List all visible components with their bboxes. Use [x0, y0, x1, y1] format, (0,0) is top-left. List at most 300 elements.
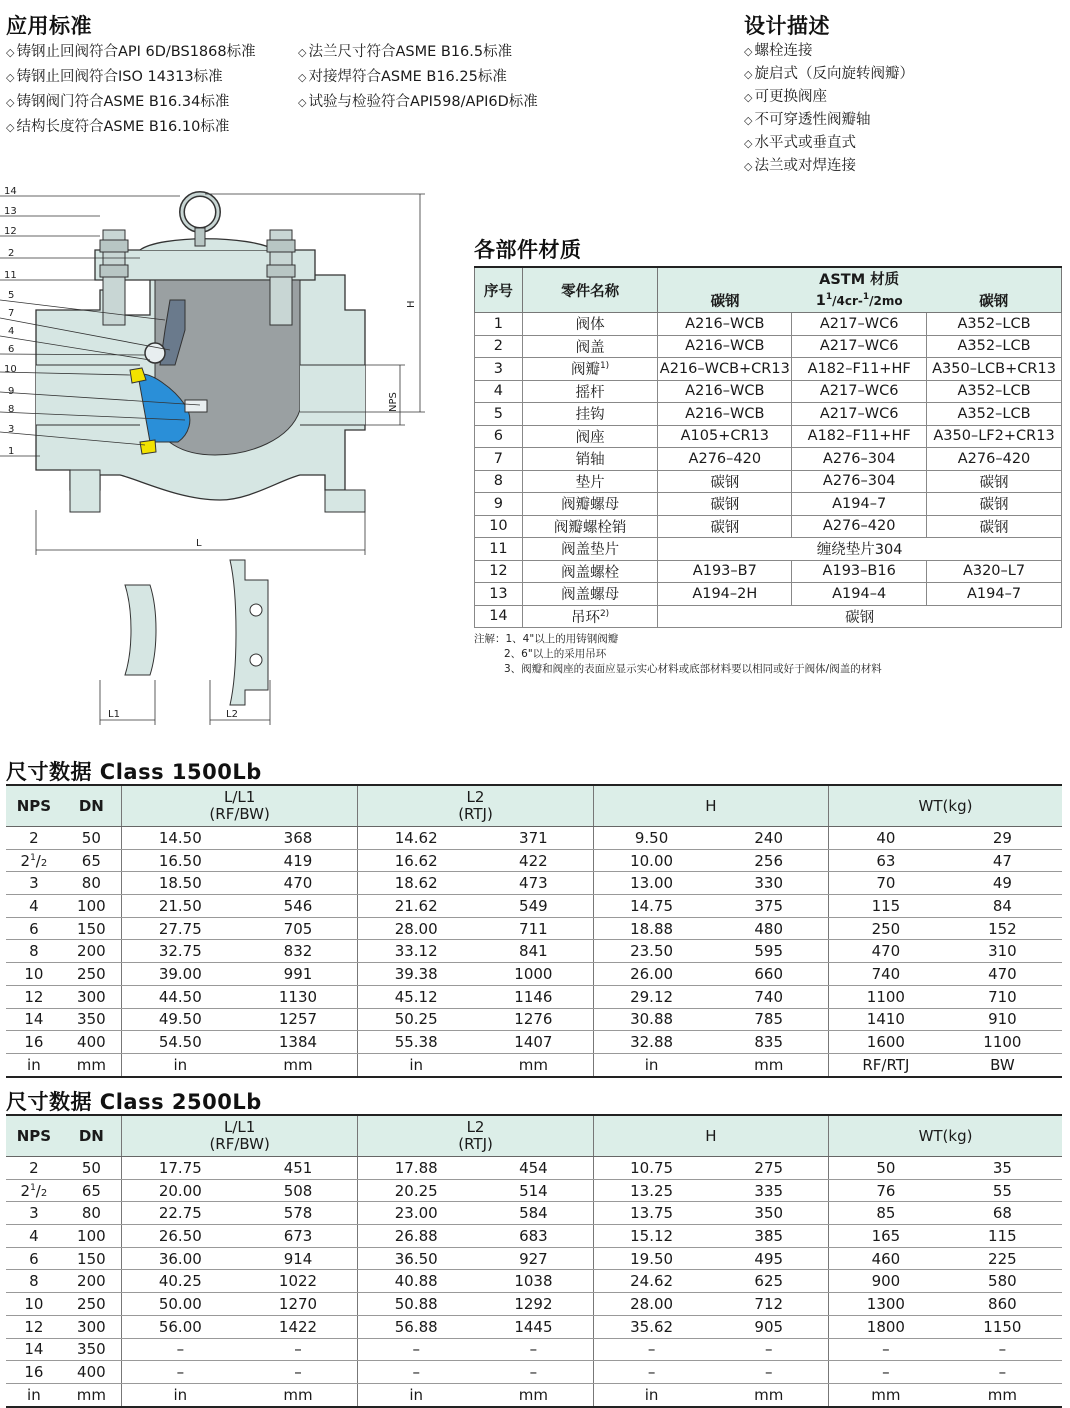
table-cell: 740	[829, 963, 943, 986]
table-row	[6, 1008, 1062, 1031]
table-cell: –	[709, 1361, 828, 1384]
part-label: 12	[4, 226, 17, 237]
table-cell: 300	[62, 1315, 122, 1338]
table-cell: 454	[474, 1157, 593, 1180]
table-cell: in	[358, 1053, 474, 1076]
table-cell: A193–B7	[658, 560, 792, 583]
table-cell: 12	[475, 560, 523, 583]
table-cell: 8	[475, 470, 523, 493]
table-cell: 1146	[474, 985, 593, 1008]
table-cell: 阀盖垫片	[522, 538, 657, 561]
table-cell: 16.50	[121, 849, 238, 872]
table-cell: 4	[475, 380, 523, 403]
table-cell: 470	[829, 940, 943, 963]
table-cell: 49.50	[121, 1008, 238, 1031]
table-row	[6, 1270, 1062, 1293]
table-cell: 6	[475, 425, 523, 448]
table-cell: 240	[709, 827, 828, 850]
table-cell: 546	[239, 895, 358, 918]
list-item: ◇ 不可穿透性阀瓣轴	[744, 112, 871, 128]
table-cell: 碳钢	[658, 605, 1062, 628]
table-cell: 422	[474, 849, 593, 872]
col-header	[927, 267, 1062, 289]
table-cell: 14.50	[121, 827, 238, 850]
table-row	[475, 560, 1062, 583]
end-detail-bw	[125, 585, 156, 675]
table-cell: 13.00	[593, 872, 709, 895]
table-cell: 阀体	[522, 313, 657, 336]
table-header-row	[6, 1115, 1062, 1157]
table-cell: 50	[62, 827, 122, 850]
table-cell: –	[358, 1361, 474, 1384]
table-cell: 54.50	[121, 1031, 238, 1054]
table-cell: 11	[475, 538, 523, 561]
table-row	[6, 1293, 1062, 1316]
table-cell: 76	[829, 1179, 943, 1202]
table-cell: 152	[943, 917, 1062, 940]
table-cell: 4	[6, 1225, 62, 1248]
table-cell: –	[943, 1338, 1062, 1361]
table-cell: 419	[239, 849, 358, 872]
table-cell: in	[358, 1383, 474, 1406]
table-cell: 14	[6, 1338, 62, 1361]
table-cell: 26.50	[121, 1225, 238, 1248]
list-item: ◇ 结构长度符合ASME B16.10标准	[6, 119, 230, 135]
list-item: ◇ 法兰尺寸符合ASME B16.5标准	[298, 44, 513, 60]
table-cell: –	[239, 1338, 358, 1361]
table-cell: 1384	[239, 1031, 358, 1054]
table-cell: 23.00	[358, 1202, 474, 1225]
table-cell: 310	[943, 940, 1062, 963]
table-cell: –	[121, 1338, 238, 1361]
table-cell: 832	[239, 940, 358, 963]
table-cell: RF/RTJ	[829, 1053, 943, 1076]
table-cell: –	[239, 1361, 358, 1384]
table-cell: 33.12	[358, 940, 474, 963]
table-cell: 22.75	[121, 1202, 238, 1225]
table-cell: 165	[829, 1225, 943, 1248]
table-cell: 495	[709, 1247, 828, 1270]
table-cell: 740	[709, 985, 828, 1008]
col-header: 碳钢	[658, 289, 792, 312]
table-row	[6, 1031, 1062, 1054]
table-cell: 10	[6, 1293, 62, 1316]
table-cell: 56.00	[121, 1315, 238, 1338]
table-cell: 2	[6, 1157, 62, 1180]
table-cell: 29.12	[593, 985, 709, 1008]
end-detail-rtj	[230, 560, 268, 705]
table-cell: 578	[239, 1202, 358, 1225]
table-row	[475, 380, 1062, 403]
table-cell: 256	[709, 849, 828, 872]
table-cell: 549	[474, 895, 593, 918]
table-cell: 销轴	[522, 448, 657, 471]
col-header: WT(kg)	[829, 785, 1063, 827]
table-cell: 阀瓣$^{1)}$	[522, 358, 657, 381]
col-header: H	[593, 785, 828, 827]
table-cell: 16	[6, 1361, 62, 1384]
table-cell: A350–LF2+CR13	[927, 425, 1062, 448]
table-cell: 1000	[474, 963, 593, 986]
table-cell: 1422	[239, 1315, 358, 1338]
table-cell: A217–WC6	[792, 380, 927, 403]
table-cell: 595	[709, 940, 828, 963]
part-label: 4	[8, 326, 15, 337]
col-header: ASTM 材质	[792, 267, 927, 289]
table-cell: 785	[709, 1008, 828, 1031]
dim1500-table	[6, 784, 1062, 1078]
table-cell: 50	[62, 1157, 122, 1180]
table-cell: 1445	[474, 1315, 593, 1338]
table-row	[6, 963, 1062, 986]
table-cell: 44.50	[121, 985, 238, 1008]
table-cell: 508	[239, 1179, 358, 1202]
table-cell: in	[121, 1383, 238, 1406]
table-cell: 40	[829, 827, 943, 850]
table-row	[475, 493, 1062, 516]
table-row	[475, 605, 1062, 628]
table-cell: 40.88	[358, 1270, 474, 1293]
table-cell: 335	[709, 1179, 828, 1202]
table-cell: 14	[475, 605, 523, 628]
table-cell: 35.62	[593, 1315, 709, 1338]
table-cell: 1800	[829, 1315, 943, 1338]
table-cell: 9.50	[593, 827, 709, 850]
col-header: H	[593, 1115, 828, 1157]
table-cell: 28.00	[593, 1293, 709, 1316]
table-row	[6, 1157, 1062, 1180]
table-cell: 1100	[829, 985, 943, 1008]
table-cell: 3	[6, 1202, 62, 1225]
table-cell: 705	[239, 917, 358, 940]
table-cell: 缠绕垫片304	[658, 538, 1062, 561]
table-cell: 330	[709, 872, 828, 895]
table-cell: 13	[475, 583, 523, 606]
col-header: 序号	[475, 267, 523, 313]
dim-label-nps: NPS	[388, 392, 399, 412]
design-list	[744, 40, 914, 178]
table-row	[475, 515, 1062, 538]
table-cell: 910	[943, 1008, 1062, 1031]
table-cell: 20.25	[358, 1179, 474, 1202]
table-cell: 63	[829, 849, 943, 872]
table-cell: 20.00	[121, 1179, 238, 1202]
table-cell: –	[358, 1338, 474, 1361]
table-cell: 13.75	[593, 1202, 709, 1225]
table-cell: 200	[62, 940, 122, 963]
table-cell: 16	[6, 1031, 62, 1054]
table-cell: 39.38	[358, 963, 474, 986]
table-cell: 860	[943, 1293, 1062, 1316]
table-cell: 1257	[239, 1008, 358, 1031]
table-cell: 371	[474, 827, 593, 850]
app-standard-list-2	[298, 40, 538, 115]
table-cell: 26.88	[358, 1225, 474, 1248]
table-cell: 挂钩	[522, 403, 657, 426]
table-cell: 368	[239, 827, 358, 850]
table-cell: 473	[474, 872, 593, 895]
table-cell: A217–WC6	[792, 335, 927, 358]
dim-label-h: H	[406, 300, 417, 308]
table-cell: 36.50	[358, 1247, 474, 1270]
dim2500-table	[6, 1114, 1062, 1408]
table-cell: 50.88	[358, 1293, 474, 1316]
table-cell: 阀座	[522, 425, 657, 448]
table-cell: 451	[239, 1157, 358, 1180]
table-cell: 275	[709, 1157, 828, 1180]
table-cell: 470	[943, 963, 1062, 986]
table-cell: A217–WC6	[792, 313, 927, 336]
table-cell: 10.00	[593, 849, 709, 872]
table-cell: A182–F11+HF	[792, 358, 927, 381]
table-cell: 580	[943, 1270, 1062, 1293]
table-cell: A352–LCB	[927, 313, 1062, 336]
part-label: 11	[4, 270, 17, 281]
table-row	[6, 872, 1062, 895]
table-header-row	[6, 785, 1062, 827]
table-cell: 85	[829, 1202, 943, 1225]
table-cell: mm	[62, 1053, 122, 1076]
table-cell: 碳钢	[927, 515, 1062, 538]
part-label: 9	[8, 386, 15, 397]
dim-label-l2: L2	[226, 709, 238, 720]
table-cell: 24.62	[593, 1270, 709, 1293]
table-cell: 2	[475, 335, 523, 358]
table-cell: 55.38	[358, 1031, 474, 1054]
table-cell: 17.88	[358, 1157, 474, 1180]
table-cell: –	[593, 1338, 709, 1361]
table-cell: 375	[709, 895, 828, 918]
col-header: L/L1 (RF/BW)	[121, 1115, 357, 1157]
table-cell: mm	[239, 1053, 358, 1076]
table-row	[6, 1053, 1062, 1076]
table-cell: A194–7	[792, 493, 927, 516]
table-row	[6, 1247, 1062, 1270]
table-row	[475, 448, 1062, 471]
table-cell: A352–LCB	[927, 403, 1062, 426]
col-header: WT(kg)	[829, 1115, 1062, 1157]
table-cell: 45.12	[358, 985, 474, 1008]
table-cell: 17.75	[121, 1157, 238, 1180]
table-cell: 625	[709, 1270, 828, 1293]
table-cell: 1407	[474, 1031, 593, 1054]
table-row	[475, 470, 1062, 493]
table-cell: 712	[709, 1293, 828, 1316]
table-cell: 1292	[474, 1293, 593, 1316]
table-cell: 2	[6, 827, 62, 850]
list-item: ◇ 法兰或对焊连接	[744, 158, 856, 174]
table-cell: 32.88	[593, 1031, 709, 1054]
table-cell: 4	[6, 895, 62, 918]
part-label: 6	[8, 344, 15, 355]
table-cell: 470	[239, 872, 358, 895]
dim2500-title: 尺寸数据 Class 2500Lb	[6, 1090, 262, 1114]
table-cell: 1100	[943, 1031, 1062, 1054]
table-cell: 1150	[943, 1315, 1062, 1338]
table-cell: –	[943, 1361, 1062, 1384]
table-cell: A276–304	[792, 470, 927, 493]
table-cell: 250	[829, 917, 943, 940]
dim-label-l: L	[196, 538, 202, 549]
seat-ring-bottom	[140, 440, 156, 454]
table-cell: A216–WCB	[658, 380, 792, 403]
note-item: 2、6"以上的采用吊环	[504, 648, 607, 660]
table-cell: A216–WCB	[658, 335, 792, 358]
table-cell: 10	[6, 963, 62, 986]
table-row	[475, 425, 1062, 448]
list-item: ◇ 水平式或垂直式	[744, 135, 856, 151]
table-cell: 40.25	[121, 1270, 238, 1293]
table-cell: 28.00	[358, 917, 474, 940]
table-cell: 碳钢	[658, 493, 792, 516]
table-cell: –	[474, 1361, 593, 1384]
table-row	[6, 1179, 1062, 1202]
list-item: ◇ 试验与检验符合API598/API6D标准	[298, 94, 538, 110]
col-header: NPS	[6, 785, 62, 827]
table-cell: 50.00	[121, 1293, 238, 1316]
table-cell: 1130	[239, 985, 358, 1008]
col-header	[658, 267, 792, 289]
table-cell: 50	[829, 1157, 943, 1180]
part-label: 10	[4, 364, 17, 375]
table-cell: 29	[943, 827, 1062, 850]
table-cell: A193–B16	[792, 560, 927, 583]
table-cell: 65	[62, 849, 122, 872]
table-cell: 14	[6, 1008, 62, 1031]
col-header: DN	[62, 785, 122, 827]
table-cell: 1410	[829, 1008, 943, 1031]
table-cell: 841	[474, 940, 593, 963]
table-cell: BW	[943, 1053, 1062, 1076]
table-cell: 13.25	[593, 1179, 709, 1202]
table-cell: –	[709, 1338, 828, 1361]
col-header: NPS	[6, 1115, 62, 1157]
table-cell: 6	[6, 1247, 62, 1270]
table-cell: 16.62	[358, 849, 474, 872]
table-cell: 385	[709, 1225, 828, 1248]
note-item: 注解：1、4"以上的用铸钢阀瓣	[474, 633, 619, 645]
materials-table	[474, 266, 1062, 628]
table-cell: 1022	[239, 1270, 358, 1293]
table-cell: 39.00	[121, 963, 238, 986]
list-item: ◇ 旋启式（反向旋转阀瓣）	[744, 66, 914, 82]
note-item: 3、阀瓣和阀座的表面应显示实心材料或底部材料要以相同或好于阀体/阀盖的材料	[504, 663, 882, 675]
table-cell: 400	[62, 1031, 122, 1054]
table-cell: 碳钢	[927, 470, 1062, 493]
table-cell: mm	[829, 1383, 943, 1406]
table-cell: 26.00	[593, 963, 709, 986]
table-cell: A105+CR13	[658, 425, 792, 448]
table-cell: in	[593, 1383, 709, 1406]
table-cell: 阀盖螺母	[522, 583, 657, 606]
app-standard-list-1	[6, 40, 256, 140]
table-cell: A216–WCB	[658, 403, 792, 426]
table-row	[6, 1338, 1062, 1361]
table-cell: mm	[239, 1383, 358, 1406]
table-cell: mm	[62, 1383, 122, 1406]
table-cell: 12	[6, 1315, 62, 1338]
part-label: 13	[4, 206, 17, 217]
table-cell: 1270	[239, 1293, 358, 1316]
table-cell: 摇杆	[522, 380, 657, 403]
table-cell: 673	[239, 1225, 358, 1248]
table-cell: 115	[829, 895, 943, 918]
list-item: ◇ 螺栓连接	[744, 43, 813, 59]
part-label: 2	[8, 248, 15, 259]
part-label: 8	[8, 404, 15, 415]
table-cell: 阀瓣螺栓销	[522, 515, 657, 538]
table-cell: –	[121, 1361, 238, 1384]
table-cell: A194–2H	[658, 583, 792, 606]
table-cell: A182–F11+HF	[792, 425, 927, 448]
table-row	[6, 849, 1062, 872]
table-cell: mm	[709, 1053, 828, 1076]
table-cell: 1038	[474, 1270, 593, 1293]
table-cell: 350	[709, 1202, 828, 1225]
table-cell: 5	[475, 403, 523, 426]
table-cell: 3	[6, 872, 62, 895]
col-header: 零件名称	[522, 267, 657, 313]
table-cell: 10	[475, 515, 523, 538]
table-cell: –	[474, 1338, 593, 1361]
table-cell: A276–420	[927, 448, 1062, 471]
table-cell: A276–420	[658, 448, 792, 471]
table-row	[6, 827, 1062, 850]
table-cell: 19.50	[593, 1247, 709, 1270]
table-cell: 32.75	[121, 940, 238, 963]
table-cell: 碳钢	[658, 470, 792, 493]
table-row	[6, 940, 1062, 963]
table-cell: 710	[943, 985, 1062, 1008]
table-cell: 150	[62, 1247, 122, 1270]
table-cell: 991	[239, 963, 358, 986]
list-item: ◇ 对接焊符合ASME B16.25标准	[298, 69, 507, 85]
table-cell: A276–420	[792, 515, 927, 538]
table-cell: 18.88	[593, 917, 709, 940]
list-item: ◇ 铸钢阀门符合ASME B16.34标准	[6, 94, 230, 110]
table-cell: A320–L7	[927, 560, 1062, 583]
table-cell: 56.88	[358, 1315, 474, 1338]
table-cell: A350–LCB+CR13	[927, 358, 1062, 381]
table-row	[6, 1225, 1062, 1248]
table-cell: 660	[709, 963, 828, 986]
table-cell: mm	[474, 1053, 593, 1076]
table-cell: 900	[829, 1270, 943, 1293]
part-label: 1	[8, 446, 15, 457]
table-cell: 吊环$^{2)}$	[522, 605, 657, 628]
table-cell: 584	[474, 1202, 593, 1225]
dim-label-l1: L1	[108, 709, 120, 720]
table-cell: 21.62	[358, 895, 474, 918]
table-cell: 47	[943, 849, 1062, 872]
table-cell: 50.25	[358, 1008, 474, 1031]
table-cell: –	[829, 1361, 943, 1384]
table-row	[6, 1361, 1062, 1384]
table-cell: 927	[474, 1247, 593, 1270]
table-cell: A216–WCB	[658, 313, 792, 336]
table-cell: 400	[62, 1361, 122, 1384]
table-row	[475, 583, 1062, 606]
table-cell: 9	[475, 493, 523, 516]
table-cell: 65	[62, 1179, 122, 1202]
table-row	[6, 917, 1062, 940]
table-cell: 7	[475, 448, 523, 471]
table-cell: 250	[62, 1293, 122, 1316]
table-cell: 阀盖	[522, 335, 657, 358]
col-header: $1^1/4cr-^1/2mo$	[792, 289, 927, 312]
table-cell: A194–4	[792, 583, 927, 606]
list-item: ◇ 铸钢止回阀符合ISO 14313标准	[6, 69, 223, 85]
